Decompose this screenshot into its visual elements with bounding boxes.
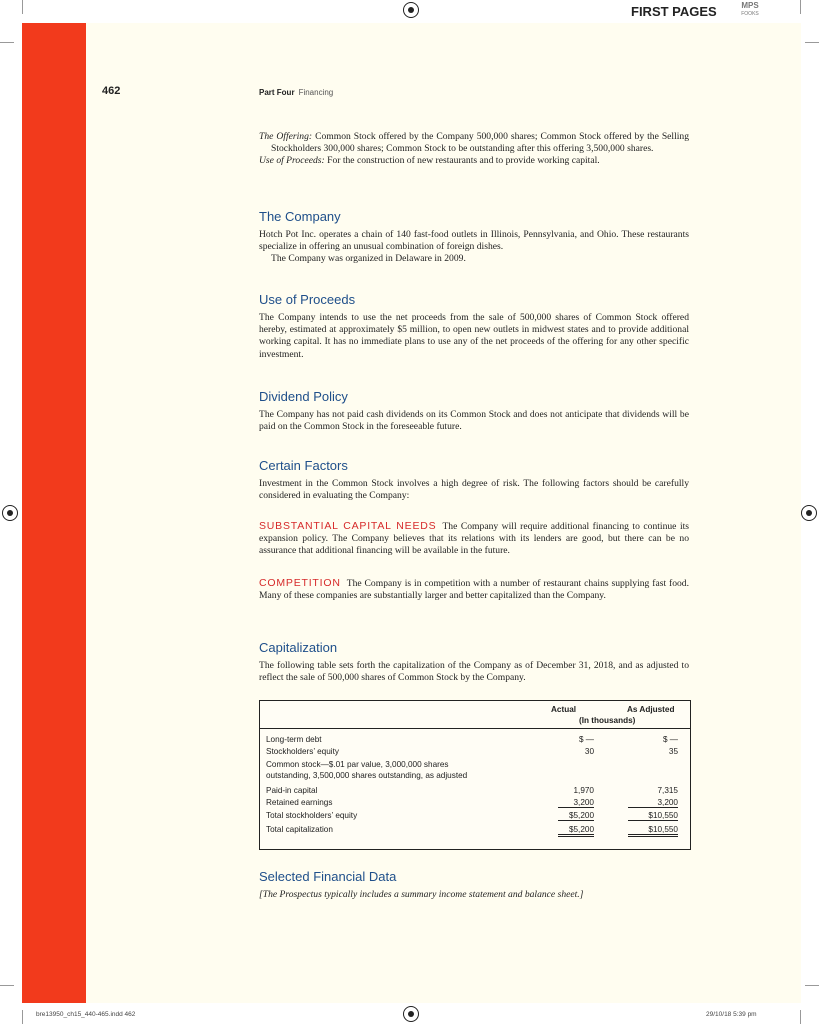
- row-actual: $ —: [578, 735, 594, 744]
- footer-date: 29/10/18 5:39 pm: [706, 1011, 757, 1018]
- row-adjusted: $10,550: [628, 825, 678, 837]
- red-margin-bar: [22, 23, 86, 1003]
- row-label: Retained earnings: [266, 798, 333, 807]
- table-row: [266, 735, 684, 744]
- page-background: [22, 23, 801, 1003]
- crop-mark: [0, 42, 14, 43]
- offering-paragraph: [259, 131, 689, 155]
- mps-logo-subtext: FOOKS: [741, 11, 759, 17]
- offering-text: Common Stock offered by the Company 500,000 shares; Common Stock offered by the Selling Stockholders 300,000 shares; Common Stock to be outstanding after this offering 3,500,000 shares.: [271, 131, 689, 155]
- mps-logo-text: MPS: [741, 1, 759, 10]
- selected-heading: Selected Financial Data: [259, 869, 397, 884]
- mps-logo: [735, 2, 765, 18]
- table-row: [266, 760, 684, 769]
- capitalization-table: [259, 700, 691, 850]
- row-adjusted: 7,315: [657, 786, 678, 795]
- company-paragraph: Hotch Pot Inc. operates a chain of 140 fast-food outlets in Illinois, Pennsylvania, and Ohio. These restaurants specialize in offering an unusual combination of foreign dishes.: [259, 229, 689, 253]
- crop-mark: [805, 985, 819, 986]
- capitalization-paragraph: The following table sets forth the capitalization of the Company as of December 31, 2018, and as adjusted to reflect the sale of 500,000 shares of Common Stock by the Company.: [259, 660, 689, 684]
- factors-heading: Certain Factors: [259, 458, 348, 473]
- capital-needs-paragraph: [259, 520, 689, 558]
- dividend-heading: Dividend Policy: [259, 389, 348, 404]
- competition-text: The Company is in competition with a number of restaurant chains supplying fast food. Many of these companies are substantially larger and better capitalized than the Company.: [259, 578, 689, 602]
- row-actual: $5,200: [558, 811, 594, 821]
- crop-mark: [800, 1010, 801, 1024]
- row-label: outstanding, 3,500,000 shares outstanding, as adjusted: [266, 771, 468, 780]
- table-row: [266, 825, 684, 834]
- col-header-adjusted: As Adjusted: [627, 705, 675, 714]
- footer-file: bre13950_ch15_440-465.indd 462: [36, 1011, 136, 1018]
- use-of-proceeds-label: Use of Proceeds:: [259, 155, 325, 167]
- row-adjusted: 35: [668, 747, 678, 756]
- registration-mark-icon: [2, 505, 18, 521]
- table-row: [266, 798, 684, 807]
- col-header-actual: Actual: [551, 705, 577, 714]
- use-of-proceeds-text: For the construction of new restaurants and to provide working capital.: [324, 155, 600, 167]
- use-of-proceeds-line: [259, 155, 689, 167]
- company-heading: The Company: [259, 209, 341, 224]
- company-organized: The Company was organized in Delaware in 2009.: [271, 253, 466, 265]
- proceeds-paragraph: The Company intends to use the net proceeds from the sale of 500,000 shares of Common Stock offered hereby, estimated at approximately $5 million, to open new outlets in midwest states and to provide additional working capital. It has no immediate plans to use any of the net proceeds of the offering for any other specific investment.: [259, 312, 689, 360]
- crop-mark: [0, 985, 14, 986]
- competition-paragraph: [259, 577, 689, 602]
- row-label: Total capitalization: [266, 825, 333, 834]
- first-pages-label: FIRST PAGES: [631, 4, 717, 19]
- table-row: [266, 811, 684, 820]
- table-rule: [260, 728, 690, 729]
- row-label: Common stock—$.01 par value, 3,000,000 shares: [266, 760, 449, 769]
- part-label: Part Four: [259, 88, 295, 97]
- offering-block: [259, 131, 689, 168]
- row-actual: 1,970: [573, 786, 594, 795]
- table-row: [266, 786, 684, 795]
- crop-mark: [800, 0, 801, 14]
- crop-mark: [22, 0, 23, 14]
- row-adjusted: $ —: [662, 735, 678, 744]
- selected-note: [The Prospectus typically includes a summary income statement and balance sheet.]: [259, 889, 584, 900]
- offering-label: The Offering:: [259, 131, 313, 142]
- col-header-units: (In thousands): [579, 716, 636, 725]
- row-label: Long-term debt: [266, 735, 322, 744]
- capital-needs-label: SUBSTANTIAL CAPITAL NEEDS: [259, 520, 437, 532]
- capital-needs-text: The Company will require additional financing to continue its expansion policy. The Company believes that its relations with its lenders are good, but there can be no assurance that additional financing will be available in the future.: [259, 521, 690, 557]
- part-title: Financing: [298, 88, 334, 97]
- dividend-paragraph: The Company has not paid cash dividends on its Common Stock and does not anticipate that dividends will be paid on the Common Stock in the foreseeable future.: [259, 409, 689, 433]
- row-label: Stockholders’ equity: [266, 747, 339, 756]
- row-actual: 3,200: [558, 798, 594, 808]
- competition-label: COMPETITION: [259, 577, 341, 589]
- row-adjusted: $10,550: [628, 811, 678, 821]
- table-row: [266, 771, 684, 780]
- registration-mark-icon: [403, 2, 419, 18]
- proceeds-heading: Use of Proceeds: [259, 292, 356, 307]
- row-label: Total stockholders’ equity: [266, 811, 358, 820]
- page-number: 462: [102, 85, 121, 97]
- company-body: [259, 229, 689, 266]
- registration-mark-icon: [801, 505, 817, 521]
- crop-mark: [22, 1010, 23, 1024]
- row-adjusted: 3,200: [628, 798, 678, 808]
- crop-mark: [805, 42, 819, 43]
- table-row: [266, 747, 684, 756]
- capitalization-heading: Capitalization: [259, 640, 338, 655]
- row-actual: 30: [584, 747, 594, 756]
- registration-mark-icon: [403, 1006, 419, 1022]
- factors-paragraph: Investment in the Common Stock involves a high degree of risk. The following factors should be carefully considered in evaluating the Company:: [259, 478, 689, 502]
- row-label: Paid-in capital: [266, 786, 318, 795]
- running-head: [259, 88, 333, 97]
- row-actual: $5,200: [558, 825, 594, 837]
